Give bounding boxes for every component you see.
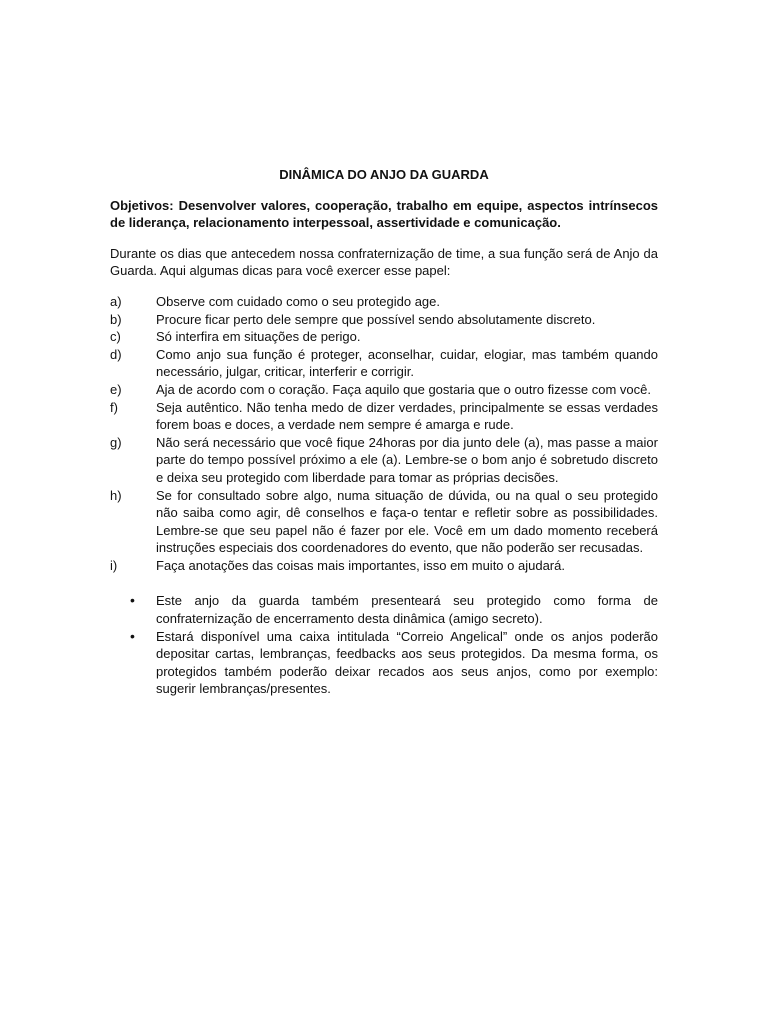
bullet-icon: • (130, 627, 135, 644)
tip-text: Aja de acordo com o coração. Faça aquilo que gostaria que o outro fizesse com você. (156, 381, 652, 397)
tip-marker: g) (110, 434, 122, 450)
tip-item (110, 487, 658, 557)
tip-text: Procure ficar perto dele sempre que possível sendo absolutamente discreto. (156, 311, 596, 327)
notes-list (110, 592, 658, 698)
document-title: DINÂMICA DO ANJO DA GUARDA (279, 167, 489, 182)
tip-item (110, 346, 658, 381)
document-page (110, 166, 658, 698)
tip-item (110, 311, 658, 329)
tip-item (110, 328, 658, 346)
tip-item (110, 293, 658, 311)
tip-marker: h) (110, 487, 122, 503)
note-item (110, 628, 658, 698)
bullet-icon: • (130, 592, 135, 609)
tip-text: Faça anotações das coisas mais importantes, isso em muito o ajudará. (156, 557, 565, 573)
tip-item (110, 557, 658, 575)
objectives-paragraph: Objetivos: Desenvolver valores, cooperação, trabalho em equipe, aspectos intrínsecos de liderança, relacionamento interpessoal, assertividade e comunicação. (110, 197, 658, 231)
tip-marker: f) (110, 399, 118, 415)
tip-marker: i) (110, 557, 118, 573)
tip-marker: c) (110, 329, 121, 345)
tips-list (110, 293, 658, 575)
tip-marker: d) (110, 346, 122, 362)
tip-text: Só interfira em situações de perigo. (156, 329, 361, 345)
tip-item (110, 399, 658, 434)
tip-item (110, 434, 658, 487)
note-item (110, 592, 658, 627)
tip-item (110, 381, 658, 399)
tip-text: Não será necessário que você fique 24horas por dia junto dele (a), mas passe a maior parte do tempo possível próximo a ele (a). Lembre-se o bom anjo é sobretudo discreto e deixa seu protegido com liberdade para tomar as próprias decisões. (156, 434, 658, 485)
tip-marker: e) (110, 381, 122, 397)
tip-text: Como anjo sua função é proteger, aconselhar, cuidar, elogiar, mas também quando necessário, julgar, criticar, interferir e corrigir. (156, 346, 658, 380)
tip-text: Se for consultado sobre algo, numa situação de dúvida, ou na qual o seu protegido não saiba como agir, dê conselhos e faça-o tentar e refletir sobre as possibilidades. Lembre-se que seu papel não é fazer por ele. Você em um dado momento receberá instruções especiais dos coordenadores do evento, que não poderão ser recusadas. (156, 487, 658, 556)
note-text: Estará disponível uma caixa intitulada “Correio Angelical” onde os anjos poderão depositar cartas, lembranças, feedbacks aos seus protegidos. Da mesma forma, os protegidos também poderão deixar recados aos seus anjos, como por exemplo: sugerir lembranças/presentes. (156, 628, 658, 697)
tip-text: Observe com cuidado como o seu protegido age. (156, 293, 441, 309)
tip-marker: a) (110, 293, 122, 309)
tip-text: Seja autêntico. Não tenha medo de dizer verdades, principalmente se essas verdades forem boas e doces, a verdade nem sempre é amarga e rude. (156, 399, 658, 433)
tip-marker: b) (110, 311, 122, 327)
note-text: Este anjo da guarda também presenteará seu protegido como forma de confraternização de encerramento desta dinâmica (amigo secreto). (156, 593, 658, 627)
intro-paragraph: Durante os dias que antecedem nossa confraternização de time, a sua função será de Anjo da Guarda. Aqui algumas dicas para você exercer esse papel: (110, 245, 658, 279)
